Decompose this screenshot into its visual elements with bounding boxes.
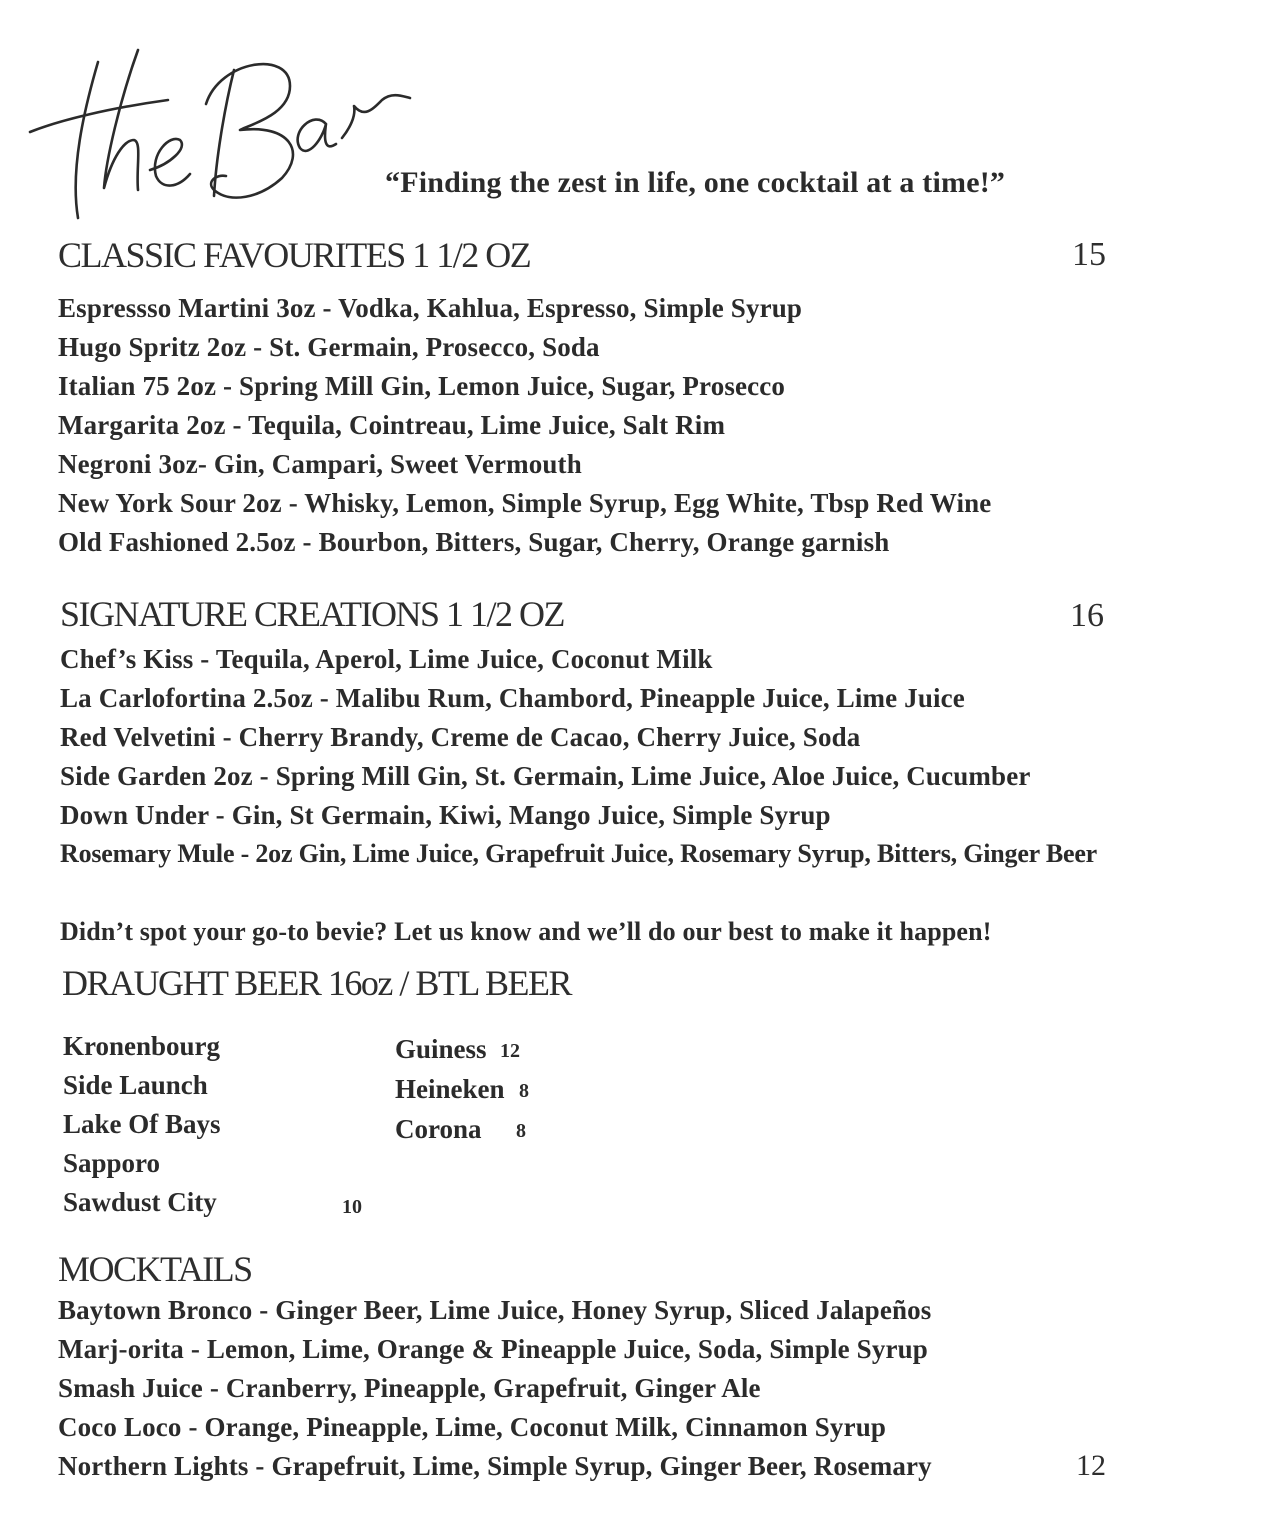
menu-item: Italian 75 2oz - Spring Mill Gin, Lemon Juice, Sugar, Prosecco [58,371,786,401]
bottle-beer-name: Corona [395,1114,482,1144]
menu-item: Marj-orita - Lemon, Lime, Orange & Pineapple Juice, Soda, Simple Syrup [58,1334,928,1364]
bottle-beer-price: 8 [516,1120,526,1142]
draught-beer-item: Side Launch [63,1070,208,1100]
menu-item: Rosemary Mule - 2oz Gin, Lime Juice, Grapefruit Juice, Rosemary Syrup, Bitters, Ginger Beer [60,839,1098,868]
mocktails-price: 12 [1076,1449,1106,1482]
menu-item: Espressso Martini 3oz - Vodka, Kahlua, Espresso, Simple Syrup [58,293,803,323]
classic-favourites-title: CLASSIC FAVOURITES 1 1/2 OZ [58,235,531,275]
draught-beer-item: Kronenbourg [63,1031,221,1061]
menu-item: Red Velvetini - Cherry Brandy, Creme de Cacao, Cherry Juice, Soda [60,722,861,752]
draught-beer-title: DRAUGHT BEER 16oz / BTL BEER [62,963,571,1003]
menu-item: Margarita 2oz - Tequila, Cointreau, Lime Juice, Salt Rim [58,410,726,440]
menu-item: Smash Juice - Cranberry, Pineapple, Grapefruit, Ginger Ale [58,1373,761,1403]
menu-item: Baytown Bronco - Ginger Beer, Lime Juice, Honey Syrup, Sliced Jalapeños [58,1295,932,1325]
menu-item: New York Sour 2oz - Whisky, Lemon, Simple Syrup, Egg White, Tbsp Red Wine [58,488,992,518]
menu-item: Negroni 3oz- Gin, Campari, Sweet Vermouth [58,449,582,479]
draught-beer-item: Lake Of Bays [63,1109,221,1139]
menu-item: Old Fashioned 2.5oz - Bourbon, Bitters, Sugar, Cherry, Orange garnish [58,527,890,557]
menu-item: Down Under - Gin, St Germain, Kiwi, Mango Juice, Simple Syrup [60,800,831,830]
menu-item: Side Garden 2oz - Spring Mill Gin, St. Germain, Lime Juice, Aloe Juice, Cucumber [60,761,1031,791]
menu-item: La Carlofortina 2.5oz - Malibu Rum, Chambord, Pineapple Juice, Lime Juice [60,683,965,713]
menu-item: Northern Lights - Grapefruit, Lime, Simple Syrup, Ginger Beer, Rosemary [58,1451,932,1481]
menu-item: Hugo Spritz 2oz - St. Germain, Prosecco, Soda [58,332,600,362]
request-note: Didn’t spot your go-to bevie? Let us know and we’ll do our best to make it happen! [60,917,992,946]
draught-beer-price: 10 [342,1196,362,1218]
bottle-beer-price: 8 [519,1080,529,1102]
the-bar-script-logo [20,40,420,230]
draught-beer-item: Sapporo [63,1148,161,1178]
menu-item: Coco Loco - Orange, Pineapple, Lime, Coconut Milk, Cinnamon Syrup [58,1412,887,1442]
classic-favourites-price: 15 [1072,236,1106,273]
draught-beer-item: Sawdust City [63,1187,217,1217]
signature-creations-price: 16 [1070,597,1104,634]
bottle-beer-name: Guiness [395,1034,487,1064]
mocktails-title: MOCKTAILS [58,1249,252,1289]
signature-creations-title: SIGNATURE CREATIONS 1 1/2 OZ [60,594,565,634]
menu-item: Chef’s Kiss - Tequila, Aperol, Lime Juice, Coconut Milk [60,644,713,674]
bottle-beer-price: 12 [500,1040,520,1062]
tagline: “Finding the zest in life, one cocktail at a time!” [385,166,1006,199]
bottle-beer-name: Heineken [395,1074,505,1104]
